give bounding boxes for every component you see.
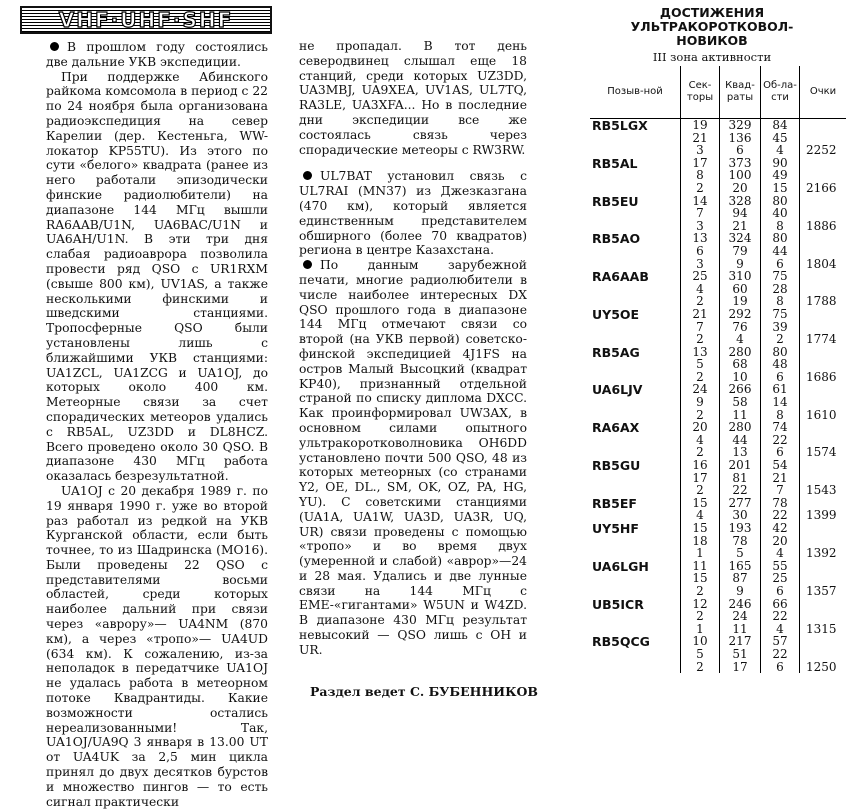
sectors-value: 24 [692,382,708,397]
callsign-cell: UY5OE [592,306,640,322]
squares-value: 193 [728,521,752,535]
squares-value: 94 [732,206,748,221]
regions-value: 39 [772,319,788,334]
squares-cell [720,157,761,195]
squares-cell [720,383,761,421]
sectors-cell [681,459,720,497]
regions-cell [761,383,800,421]
regions-value: 6 [776,583,784,598]
squares-value: 310 [728,269,752,284]
sectors-cell [681,308,720,346]
sectors-value: 21 [692,306,708,321]
callsign-cell: UA6LGH [592,558,649,574]
points-cell: 1686 [800,346,847,384]
callsign-cell: RB5QCG [592,634,650,650]
squares-value: 100 [728,168,752,183]
header-callsign: Позыв-ной [590,66,681,119]
sectors-value: 13 [692,344,708,359]
regions-value: 7 [776,483,784,498]
sectors-value: 3 [696,143,704,158]
squares-cell [720,497,761,522]
table-row [590,232,846,270]
paragraph: По данным зарубежной печати, многие радиолюбители в числе наиболее интересных DX QSO прошлого года в диапазоне 144 МГц отмечают связи со второй (на УКВ первой) советско-финской экспедицией 4J1FS на остров Малый Высоцкий (квадрат KP40), признанный отдельной страной по списку диплома DXCC. Как проинформировал UW3AX, в основном силами опытного ультракоротковолновика OH6DD установлено почти 500 QSO, 48 из которых метеорных (со странами Y2, OE, DL., SM, OK, OZ, PA, HG, YU). С советскими станциями (UA1A, UA1W, UA3D, UA3R, UQ, UR) связи проведены с помощью «тропо» и во время двух (умеренной и слабой) «аврор»—24 и 28 мая. Удались и две лунные связи на 144 МГц с EME-«гигантами» W5UN и W4ZD. В диапазоне 430 МГц результат невысокий — QSO лишь с OH и UR. [299,258,527,657]
points-cell: 1774 [800,308,847,346]
squares-value: 13 [732,445,748,460]
paragraph: UL7BAT установил связь с UL7RAI (MN37) из Джезказгана (470 км), который является единственным представителем обширного (более 70 квадратов) региона в центре Казахстана. [299,169,527,258]
callsign-cell: UY5HF [592,521,639,536]
squares-value: 10 [732,369,748,384]
paragraph: При поддержке Абинского райкома комсомола в период с 22 по 24 ноября была организована радиоэкспедиция на север Карелии (дер. Кестеньга, WW-локатор KP55TU). Из этого по сути «белого» квадрата (ранее из него работали эпизодически финские радиолюбители) на диапазоне 144 МГц вышли RA6AAB/U1N, UA6BAC/U1N и UA6AH/U1N. В эти три дня слабая радиоаврора позволила провести ряд QSO с UR1RXM (свыше 800 км), UV1AS, а также несколькими финскими и шведскими станциями. Тропосферные QSO были установлены лишь с ближайшими УКВ станциями: UA1ZCL, UA1ZCG и UA1OJ, до которых около 400 км. Метеорные связи за счет спорадических метеоров удались с RB5AL, UZ3DD и DL8HCZ. Всего проведено около 30 QSO. В диапазоне 430 МГц работа оказалась безрезультатной. [46,69,268,484]
sectors-value: 15 [692,521,708,535]
table-subtitle: III зона активности [652,50,772,64]
sectors-value: 2 [696,294,704,309]
regions-value: 22 [772,508,788,523]
regions-value: 20 [772,533,788,548]
regions-value: 54 [772,458,788,473]
sectors-value: 2 [696,180,704,195]
sectors-value: 18 [692,533,708,548]
squares-value: 44 [732,432,748,447]
table-row [590,383,846,421]
table-row [590,635,846,673]
regions-value: 14 [772,395,788,410]
sectors-value: 2 [696,369,704,384]
sectors-value: 21 [692,130,708,145]
sectors-value: 4 [696,508,704,523]
points-cell: 1392 [800,522,847,560]
squares-cell [720,598,761,636]
sectors-value: 15 [692,495,708,510]
callsign-cell: RA6AX [592,420,640,436]
sectors-value: 17 [692,470,708,485]
regions-cell [761,421,800,459]
squares-value: 280 [728,344,752,359]
squares-value: 165 [728,558,752,573]
sectors-cell [681,598,720,636]
table-header-row [590,66,846,119]
header-regions: Об-ла-сти [761,66,800,119]
regions-value: 61 [772,382,788,397]
squares-cell [720,635,761,673]
regions-value: 80 [772,231,788,246]
regions-cell [761,232,800,270]
table-row [590,119,846,157]
sectors-value: 12 [692,596,708,611]
sectors-value: 5 [696,646,704,661]
squares-value: 328 [728,193,752,208]
sectors-cell [681,232,720,270]
sectors-value: 15 [692,571,708,586]
sectors-cell [681,522,720,560]
squares-value: 24 [732,609,748,624]
callsign-cell: RA6AAB [592,269,649,285]
sectors-cell [681,119,720,157]
regions-value: 28 [772,281,788,296]
regions-value: 4 [776,621,784,636]
squares-cell [720,346,761,384]
section-credit: Раздел ведет С. БУБЕННИКОВ [310,684,538,699]
callsign-cell: RB5EU [592,193,639,209]
header-squares: Квад-раты [720,66,761,119]
squares-value: 11 [732,621,748,636]
paragraph: В прошлом году состоялись две дальние УКВ экспедиции. [46,40,268,69]
regions-value: 2 [776,332,784,347]
regions-cell [761,157,800,195]
sectors-cell [681,497,720,522]
regions-value: 80 [772,344,788,359]
squares-value: 21 [732,218,748,233]
squares-value: 19 [732,294,748,309]
logo-text: VHF·UHF·SHF [58,8,234,32]
table-title: ДОСТИЖЕНИЯ УЛЬТРАКОРОТКОВОЛ- НОВИКОВ [630,5,794,48]
regions-cell [761,270,800,308]
sectors-cell [681,270,720,308]
sectors-value: 11 [692,558,708,573]
squares-value: 6 [736,143,744,158]
regions-value: 75 [772,306,788,321]
sectors-cell [681,635,720,673]
bullet-icon [303,171,312,180]
table-row [590,560,846,598]
squares-value: 68 [732,357,748,372]
sectors-value: 6 [696,243,704,258]
squares-cell [720,522,761,560]
squares-value: 217 [728,634,752,649]
points-cell: 1357 [800,560,847,598]
bullet-icon [50,42,59,51]
sectors-cell [681,157,720,195]
squares-value: 81 [732,470,748,485]
squares-value: 17 [732,659,748,674]
squares-cell [720,308,761,346]
table-row [590,346,846,384]
points-cell: 1610 [800,383,847,421]
regions-value: 21 [772,470,788,485]
paragraph: UA1OJ с 20 декабря 1989 г. по 19 января 1990 г. уже во второй раз работал из редкой на УКВ Курганской области, если быть точнее, то из Шадринска (MO16). Были проведены 22 QSO с представителями восьми областей, среди которых наиболее дальний при связи через «аврору»— UA4NM (870 км), а через «тропо»— UA4UD (634 км). К сожалению, из-за неполадок в передатчике UA1OJ не удалась работа в метеорном потоке Квадрантиды. Какие возможности остались нереализованными! Так, UA1OJ/UA9Q 3 января в 13.00 UT от UA4UK за 2,5 мин цикла принял до двух десятков бурстов и множество пингов — то есть сигнал практически [46,483,268,809]
squares-value: 9 [736,256,744,271]
squares-cell [720,232,761,270]
regions-value: 66 [772,596,788,611]
regions-value: 84 [772,118,788,132]
article-column-2 [299,39,527,658]
squares-cell [720,459,761,497]
table-row [590,421,846,459]
sectors-value: 3 [696,256,704,271]
sectors-value: 2 [696,609,704,624]
regions-value: 48 [772,357,788,372]
squares-value: 5 [736,546,744,561]
table-row [590,195,846,233]
regions-value: 6 [776,256,784,271]
points-cell: 1788 [800,270,847,308]
sectors-cell [681,560,720,598]
squares-value: 373 [728,155,752,170]
table-body [590,119,846,674]
sectors-cell [681,421,720,459]
sectors-value: 10 [692,634,708,649]
squares-cell [720,560,761,598]
regions-value: 45 [772,130,788,145]
regions-value: 8 [776,407,784,422]
squares-value: 266 [728,382,752,397]
sectors-value: 13 [692,231,708,246]
regions-cell [761,497,800,522]
regions-value: 90 [772,155,788,170]
squares-value: 136 [728,130,752,145]
sectors-value: 2 [696,407,704,422]
sectors-cell [681,195,720,233]
squares-value: 22 [732,483,748,498]
points-cell: 1886 [800,195,847,233]
sectors-value: 1 [696,621,704,636]
squares-value: 277 [728,495,752,510]
sectors-value: 4 [696,281,704,296]
table-row [590,459,846,497]
squares-value: 201 [728,458,752,473]
regions-cell [761,346,800,384]
callsign-cell: RB5AL [592,155,638,171]
regions-value: 22 [772,432,788,447]
regions-value: 8 [776,294,784,309]
sectors-value: 8 [696,168,704,183]
squares-value: 58 [732,395,748,410]
sectors-value: 25 [692,269,708,284]
squares-cell [720,421,761,459]
paragraph: не пропадал. В тот день северодвинец слышал еще 18 станций, среди которых UZ3DD, UA3MBJ, UA9XEA, UV1AS, UL7TQ, RA3LE, UA3XFA... Но в последние дни экспедиции все же состоялась связь через спорадические метеоры с RW3RW. [299,39,527,157]
squares-value: 292 [728,306,752,321]
squares-value: 51 [732,646,748,661]
regions-cell [761,459,800,497]
points-cell: 1315 [800,598,847,636]
sectors-cell [681,383,720,421]
points-cell: 2166 [800,157,847,195]
results-table [590,66,846,673]
squares-value: 324 [728,231,752,246]
regions-cell [761,195,800,233]
table-row [590,522,846,560]
regions-cell [761,522,800,560]
regions-value: 6 [776,659,784,674]
regions-value: 78 [772,495,788,510]
squares-value: 30 [732,508,748,523]
sectors-value: 2 [696,483,704,498]
squares-value: 9 [736,583,744,598]
regions-value: 6 [776,445,784,460]
sectors-value: 17 [692,155,708,170]
points-cell: 1804 [800,232,847,270]
regions-value: 6 [776,369,784,384]
regions-value: 44 [772,243,788,258]
squares-value: 4 [736,332,744,347]
table-row [590,308,846,346]
section-logo [20,6,272,34]
sectors-cell [681,346,720,384]
squares-value: 11 [732,407,748,422]
callsign-cell: RB5AG [592,344,640,360]
sectors-value: 19 [692,118,708,132]
squares-cell [720,195,761,233]
regions-value: 8 [776,218,784,233]
regions-value: 74 [772,420,788,435]
regions-value: 55 [772,558,788,573]
points-cell: 1399 [800,497,847,522]
squares-value: 79 [732,243,748,258]
callsign-cell: RB5LGX [592,118,648,133]
squares-value: 78 [732,533,748,548]
callsign-cell: RB5EF [592,495,637,511]
regions-value: 42 [772,521,788,535]
callsign-cell: UA6LJV [592,382,643,398]
squares-cell [720,270,761,308]
points-cell: 1543 [800,459,847,497]
points-cell: 1250 [800,635,847,673]
points-cell: 2252 [800,119,847,157]
callsign-cell: RB5AO [592,231,641,247]
regions-value: 57 [772,634,788,649]
regions-cell [761,308,800,346]
sectors-value: 7 [696,319,704,334]
sectors-value: 2 [696,332,704,347]
squares-value: 76 [732,319,748,334]
sectors-value: 3 [696,218,704,233]
sectors-value: 16 [692,458,708,473]
sectors-value: 2 [696,445,704,460]
regions-value: 4 [776,143,784,158]
bullet-icon [303,260,312,269]
squares-value: 87 [732,571,748,586]
regions-cell [761,560,800,598]
sectors-value: 20 [692,420,708,435]
sectors-value: 4 [696,432,704,447]
regions-value: 75 [772,269,788,284]
sectors-value: 7 [696,206,704,221]
callsign-cell: UB5ICR [592,596,644,612]
sectors-value: 5 [696,357,704,372]
squares-value: 329 [728,118,752,132]
callsign-cell: RB5GU [592,458,641,474]
regions-value: 22 [772,646,788,661]
sectors-value: 2 [696,583,704,598]
header-sectors: Сек-торы [681,66,720,119]
header-points: Очки [800,66,847,119]
table-row [590,497,846,522]
table-row [590,157,846,195]
table-row [590,598,846,636]
regions-cell [761,119,800,157]
squares-value: 20 [732,180,748,195]
squares-cell [720,119,761,157]
regions-value: 40 [772,206,788,221]
regions-value: 22 [772,609,788,624]
sectors-value: 9 [696,395,704,410]
regions-value: 80 [772,193,788,208]
regions-value: 15 [772,180,788,195]
regions-value: 25 [772,571,788,586]
squares-value: 280 [728,420,752,435]
points-cell: 1574 [800,421,847,459]
article-column-1 [46,40,268,809]
sectors-value: 1 [696,546,704,561]
sectors-value: 2 [696,659,704,674]
sectors-value: 14 [692,193,708,208]
squares-value: 60 [732,281,748,296]
regions-value: 4 [776,546,784,561]
regions-cell [761,635,800,673]
regions-cell [761,598,800,636]
regions-value: 49 [772,168,788,183]
table-row [590,270,846,308]
squares-value: 246 [728,596,752,611]
